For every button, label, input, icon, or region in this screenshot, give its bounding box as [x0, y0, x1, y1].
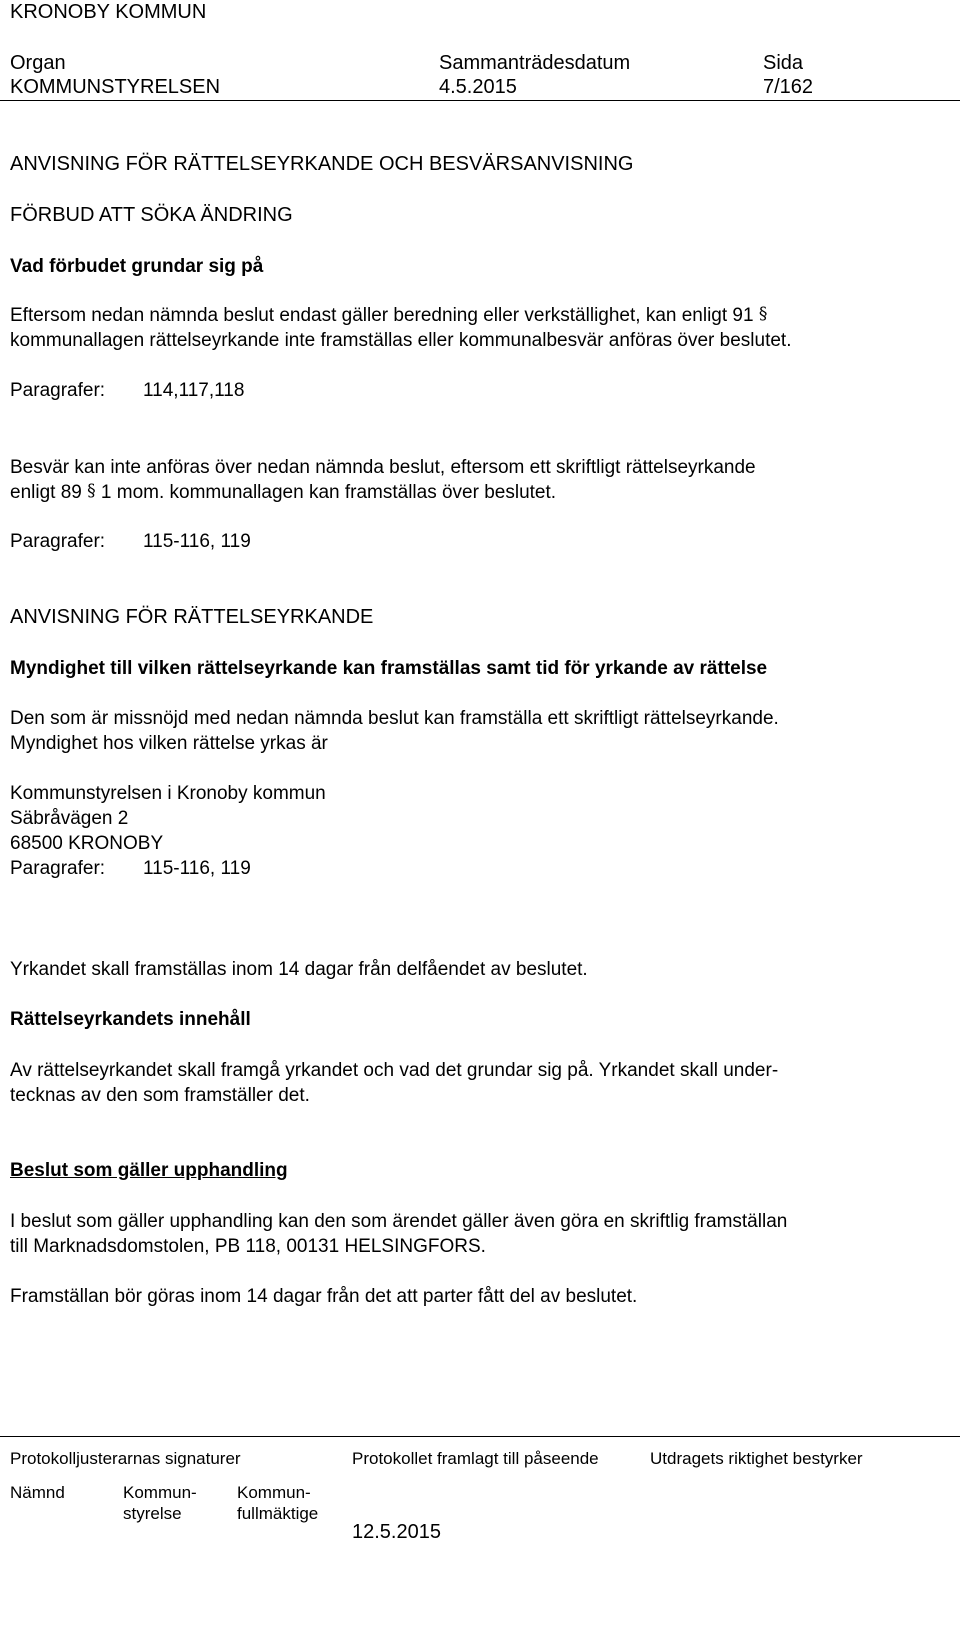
ban-paragraphs-label: Paragrafer:: [10, 380, 106, 401]
signatures-label: Protokolljusterarnas signaturer: [10, 1449, 241, 1468]
signature-column-ks-line-2: styrelse: [123, 1504, 182, 1523]
document-title: ANVISNING FÖR RÄTTELSEYRKANDE OCH BESVÄRSANVISNING: [10, 153, 634, 175]
page-label: Sida: [763, 52, 804, 74]
procurement-line-2: till Marknadsdomstolen, PB 118, 00131 HELSINGFORS.: [10, 1236, 486, 1257]
procurement-heading: Beslut som gäller upphandling: [10, 1160, 288, 1181]
posted-label: Protokollet framlagt till påseende: [352, 1449, 599, 1468]
content-heading: Rättelseyrkandets innehåll: [10, 1009, 251, 1030]
ban-paragraph-2-suffix: 1 mom. kommunallagen kan framställas över beslutet.: [100, 482, 557, 503]
footer-divider: [0, 1436, 960, 1437]
ban-paragraphs-value: 114,117,118: [143, 380, 245, 401]
content-line-1: Av rättelseyrkandet skall framgå yrkandet och vad det grundar sig på. Yrkandet skall under-: [10, 1060, 779, 1081]
signature-column-namnd: Nämnd: [10, 1483, 65, 1502]
municipality-name: KRONOBY KOMMUN: [10, 1, 207, 23]
address-line-1: Kommunstyrelsen i Kronoby kommun: [10, 783, 326, 804]
rectification-line-1: Den som är missnöjd med nedan nämnda beslut kan framställa ett skriftligt rättelseyrkande.: [10, 708, 779, 729]
certify-label: Utdragets riktighet bestyrker: [650, 1449, 863, 1468]
address-paragraphs-value: 115-116, 119: [143, 858, 251, 879]
ban-paragraph-1-line-1: [10, 303, 767, 329]
page-value: 7/162: [763, 76, 814, 98]
signature-column-kf-line-2: fullmäktige: [237, 1504, 319, 1523]
address-line-2: Säbråvägen 2: [10, 808, 129, 829]
ban-paragraph-1-line-2: kommunallagen rättelseyrkande inte framställas eller kommunalbesvär anföras över beslutet.: [10, 330, 792, 351]
ban-2-paragraphs-value: 115-116, 119: [143, 531, 251, 552]
rectification-line-2: Myndighet hos vilken rättelse yrkas är: [10, 733, 328, 754]
address-paragraphs-label: Paragrafer:: [10, 858, 106, 879]
posted-date: 12.5.2015: [352, 1521, 441, 1543]
section-sign: §: [758, 304, 768, 324]
procurement-line-1: I beslut som gäller upphandling kan den som ärendet gäller även göra en skriftlig framställan: [10, 1211, 788, 1232]
header-divider: [0, 100, 960, 101]
procurement-deadline: Framställan bör göras inom 14 dagar från det att parter fått del av beslutet.: [10, 1286, 638, 1307]
section-sign: §: [87, 481, 96, 501]
date-value: 4.5.2015: [439, 76, 517, 98]
deadline-text: Yrkandet skall framställas inom 14 dagar från delfåendet av beslutet.: [10, 959, 588, 980]
organ-value: KOMMUNSTYRELSEN: [10, 76, 221, 98]
ban-paragraph-2-prefix: enligt 89: [10, 482, 82, 503]
ban-heading: FÖRBUD ATT SÖKA ÄNDRING: [10, 204, 293, 226]
date-label: Sammanträdesdatum: [439, 52, 631, 74]
address-line-3: 68500 KRONOBY: [10, 833, 164, 854]
ban-subheading: Vad förbudet grundar sig på: [10, 256, 264, 277]
ban-2-paragraphs-label: Paragrafer:: [10, 531, 106, 552]
organ-label: Organ: [10, 52, 66, 74]
signature-column-ks-line-1: Kommun-: [123, 1483, 197, 1502]
ban-paragraph-1-text: Eftersom nedan nämnda beslut endast gäller beredning eller verkställighet, kan enligt 91: [10, 305, 754, 326]
ban-paragraph-2-line-1: Besvär kan inte anföras över nedan nämnda beslut, eftersom ett skriftligt rättelseyrkande: [10, 457, 756, 478]
rectification-subheading: Myndighet till vilken rättelseyrkande kan framställas samt tid för yrkande av rättelse: [10, 658, 768, 679]
signature-column-kf-line-1: Kommun-: [237, 1483, 311, 1502]
content-line-2: tecknas av den som framställer det.: [10, 1085, 310, 1106]
rectification-heading: ANVISNING FÖR RÄTTELSEYRKANDE: [10, 606, 374, 628]
ban-paragraph-2-line-2: [10, 480, 556, 506]
